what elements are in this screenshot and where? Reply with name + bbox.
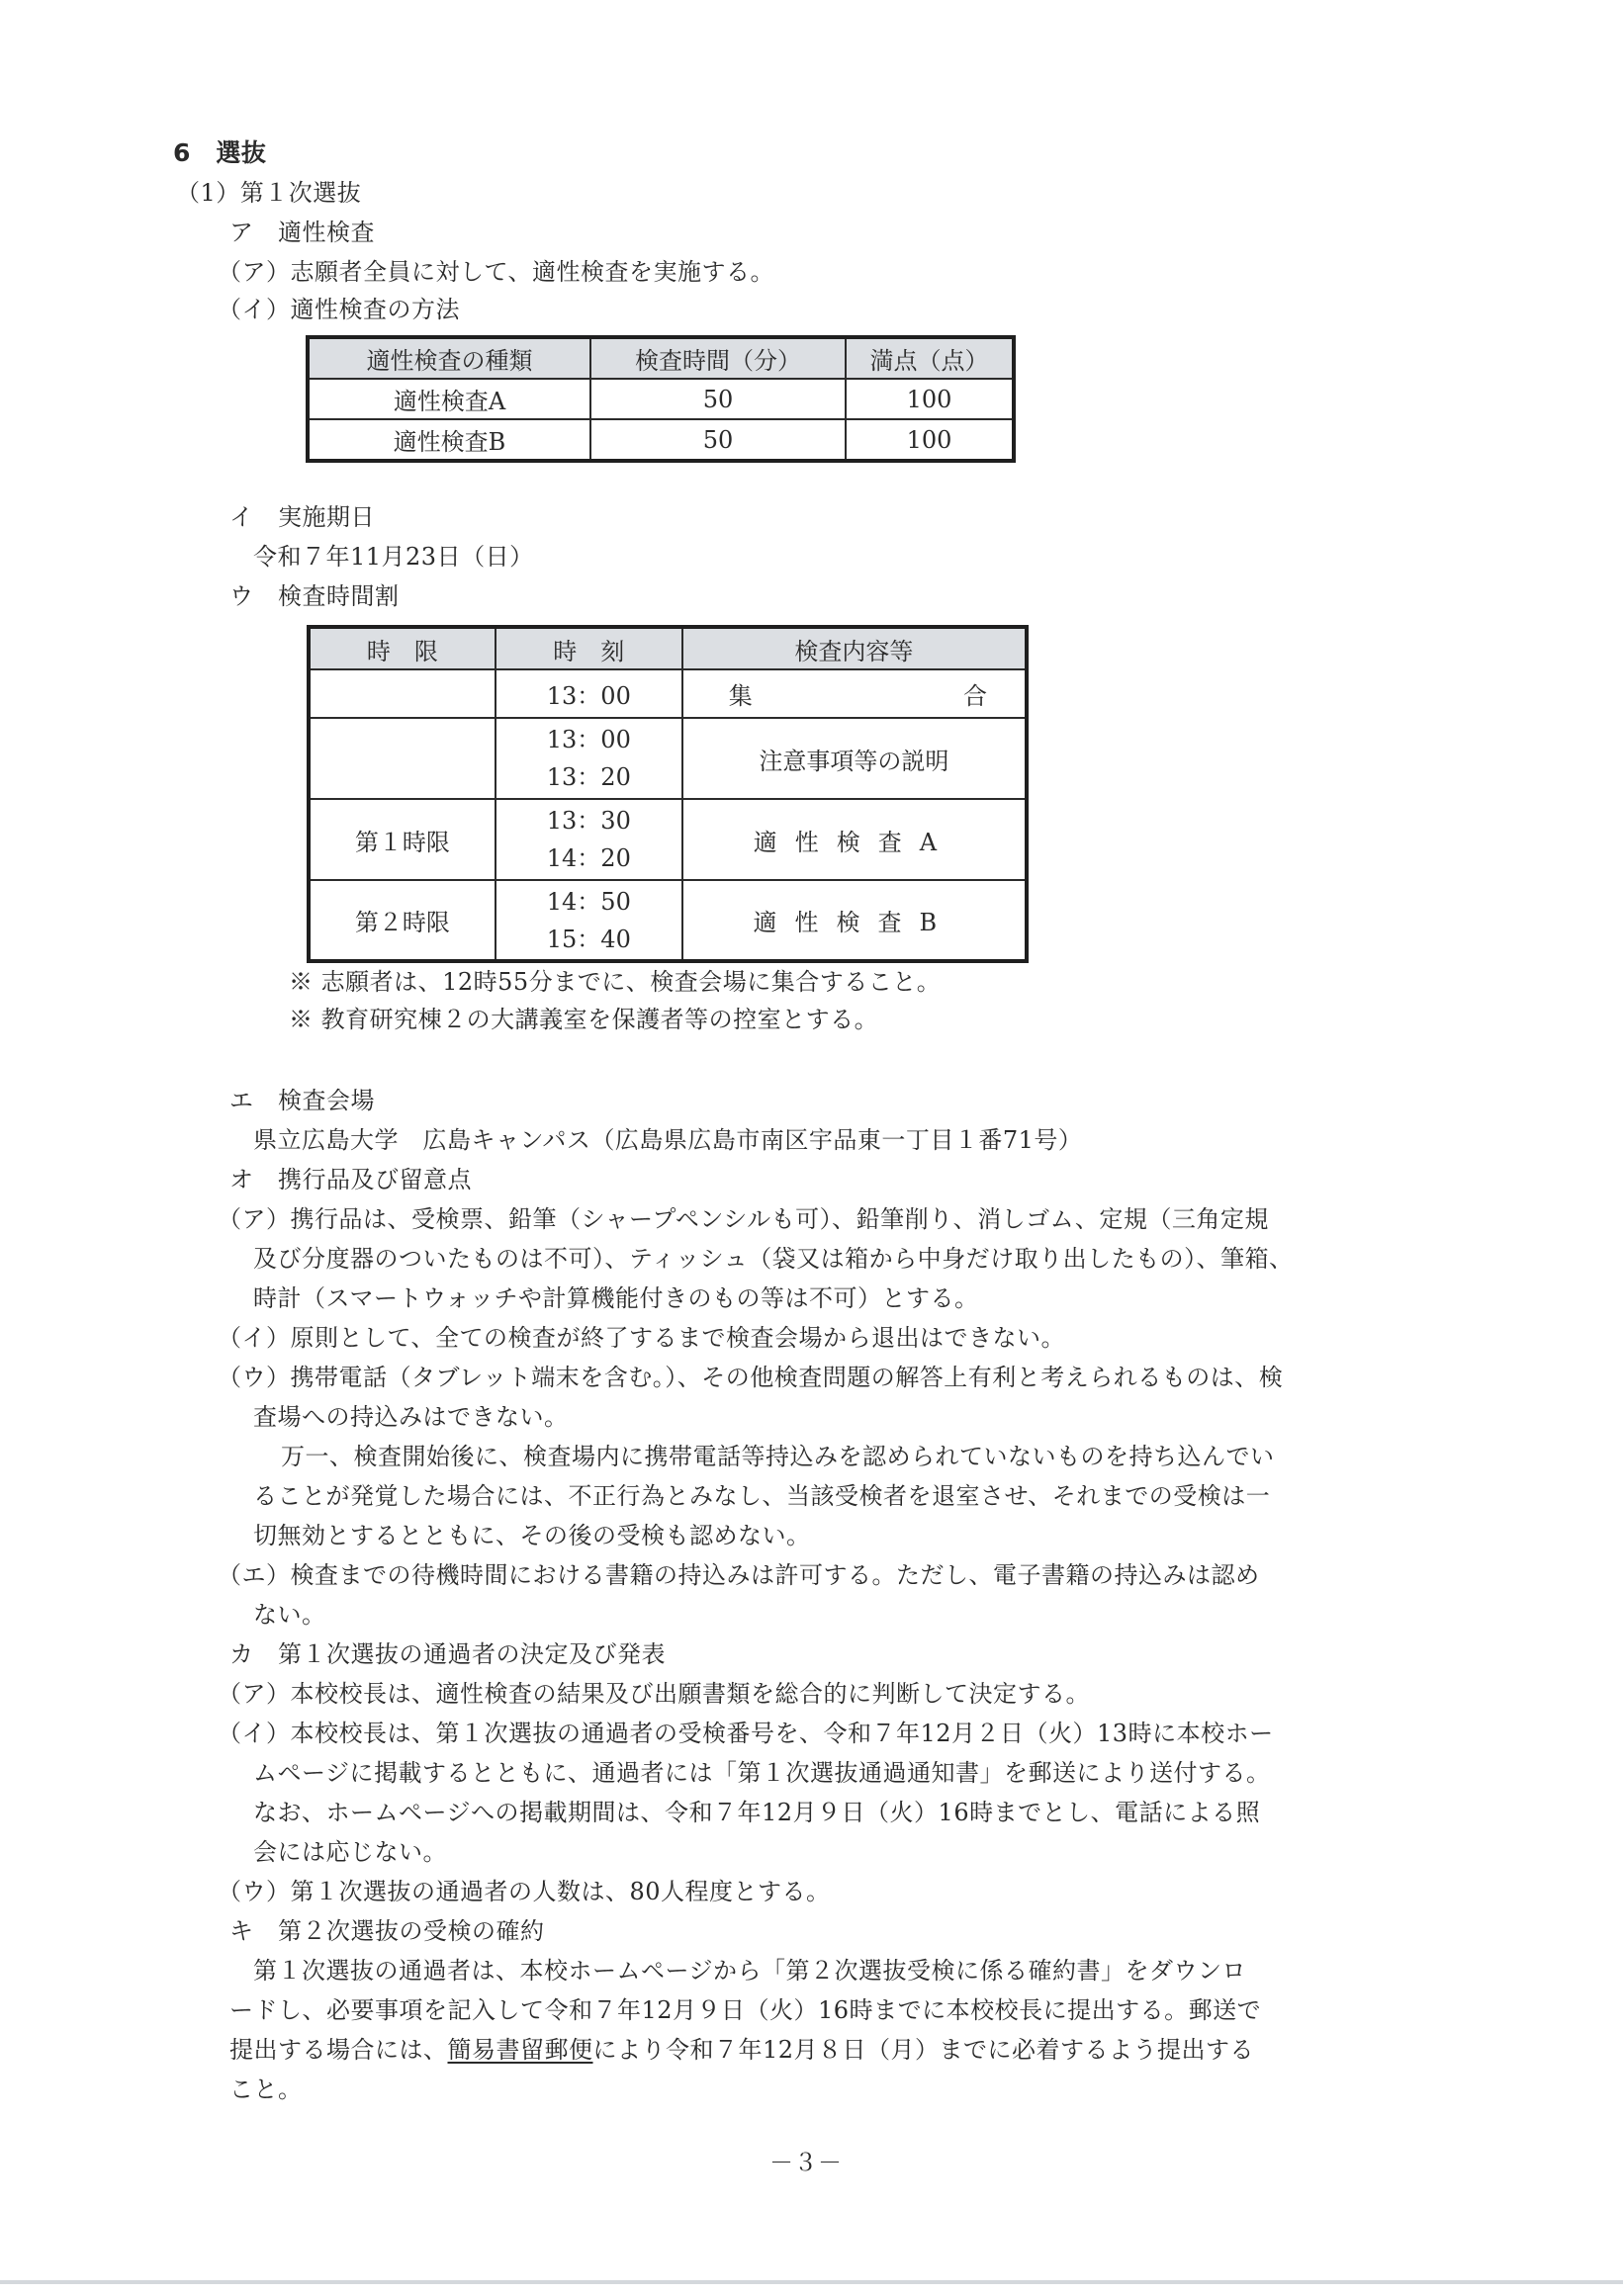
item-ka-heading xyxy=(229,1639,666,1669)
start-time: 13：30 xyxy=(546,807,631,835)
paragraph-line xyxy=(229,2035,1254,2065)
header-cell: 時 刻 xyxy=(496,627,682,669)
content-cell: 注意事項等の説明 xyxy=(682,718,1027,799)
text-span: により令和７年12月８日（月）までに必着するよう提出する xyxy=(592,2036,1255,2064)
item-title: 検査会場 xyxy=(278,1087,375,1114)
item-marker: オ xyxy=(229,1166,254,1193)
table-row xyxy=(309,718,1027,799)
table-cell: 50 xyxy=(590,419,846,461)
sub-text: 適性検査の方法 xyxy=(290,296,460,323)
note: ※ 志願者は、12時55分までに、検査会場に集合すること。 xyxy=(289,968,942,996)
time-cell: 13：00 xyxy=(496,669,682,718)
subsection-title: 第１次選抜 xyxy=(239,179,362,207)
sub-marker: （イ） xyxy=(218,296,291,323)
period-cell xyxy=(309,669,496,718)
content-text: 合 xyxy=(963,682,987,710)
table-cell: 適性検査B xyxy=(308,419,590,461)
page-number: －３－ xyxy=(769,2149,843,2176)
exam-date: 令和７年11月23日（日） xyxy=(253,543,534,571)
content-text: 集 xyxy=(728,682,753,710)
item-marker: エ xyxy=(229,1087,254,1114)
sub-text: 志願者全員に対して、適性検査を実施する。 xyxy=(290,258,775,286)
subsection-heading xyxy=(176,178,361,208)
section-title: 選抜 xyxy=(216,138,267,167)
paragraph-line: ない。 xyxy=(253,1601,326,1629)
paragraph-line: （ウ）携帯電話（タブレット端末を含む。）、その他検査問題の解答上有利と考えられるものは、検 xyxy=(218,1364,1284,1391)
period-cell: 第２時限 xyxy=(309,880,496,961)
item-a-sub-1 xyxy=(218,257,774,287)
paragraph-line: （ア）携行品は、受検票、鉛筆（シャープペンシルも可）、鉛筆削り、消しゴム、定規（三角定規 xyxy=(218,1205,1269,1233)
content-cell: 適性検査A xyxy=(682,799,1027,880)
table-cell: 適性検査A xyxy=(308,379,590,419)
aptitude-test-table xyxy=(306,335,1016,463)
header-cell: 適性検査の種類 xyxy=(308,337,590,379)
item-o-heading xyxy=(229,1165,472,1194)
item-marker: ア xyxy=(229,219,254,246)
timetable xyxy=(307,625,1029,963)
item-title: 携行品及び留意点 xyxy=(278,1166,472,1193)
paragraph-line: 及び分度器のついたものは不可）、ティッシュ（袋又は箱から中身だけ取り出したもの）、筆箱、 xyxy=(253,1245,1294,1273)
table-row xyxy=(309,799,1027,880)
item-u-heading xyxy=(229,581,400,611)
end-time: 15：40 xyxy=(546,925,631,953)
end-time: 13：20 xyxy=(546,763,631,791)
paragraph-line: 第１次選抜の通過者は、本校ホームページから「第２次選抜受検に係る確約書」をダウンロ xyxy=(253,1957,1247,1985)
paragraph-line: 万一、検査開始後に、検査場内に携帯電話等持込みを認められていないものを持ち込んでい xyxy=(281,1443,1275,1470)
item-title: 適性検査 xyxy=(278,219,375,246)
paragraph-line: ることが発覚した場合には、不正行為とみなし、当該受検者を退室させ、それまでの受検は一 xyxy=(253,1482,1271,1510)
item-title: 検査時間割 xyxy=(278,582,400,610)
header-cell: 時 限 xyxy=(309,627,496,669)
paragraph-line: （ア）本校校長は、適性検査の結果及び出願書類を総合的に判断して決定する。 xyxy=(218,1680,1090,1708)
item-e-heading xyxy=(229,1086,375,1115)
table-header-row xyxy=(309,627,1027,669)
item-title: 第２次選抜の受検の確約 xyxy=(278,1917,545,1945)
paragraph-line: （イ）原則として、全ての検査が終了するまで検査会場から退出はできない。 xyxy=(218,1324,1066,1352)
table-row xyxy=(309,669,1027,718)
paragraph-line: （エ）検査までの待機時間における書籍の持込みは許可する。ただし、電子書籍の持込みは認め xyxy=(218,1561,1260,1589)
paragraph-line: ムページに掲載するとともに、通過者には「第１次選抜通過通知書」を郵送により送付する。 xyxy=(253,1759,1271,1787)
item-title: 第１次選抜の通過者の決定及び発表 xyxy=(278,1640,666,1668)
paragraph-line: 会には応じない。 xyxy=(253,1838,447,1866)
paragraph-line: なお、ホームページへの掲載期間は、令和７年12月９日（火）16時までとし、電話による照 xyxy=(253,1799,1261,1826)
time-cell xyxy=(496,718,682,799)
content-cell xyxy=(682,669,1027,718)
venue-address: 県立広島大学 広島キャンパス（広島県広島市南区宇品東一丁目１番71号） xyxy=(253,1126,1083,1154)
paragraph-line: 時計（スマートウォッチや計算機能付きのもの等は不可）とする。 xyxy=(253,1284,979,1312)
paragraph-line: （イ）本校校長は、第１次選抜の通過者の受検番号を、令和７年12月２日（火）13時に本校ホー xyxy=(218,1720,1274,1747)
table-cell: 100 xyxy=(846,419,1014,461)
item-marker: キ xyxy=(229,1917,254,1945)
header-cell: 満点（点） xyxy=(846,337,1014,379)
item-marker: ウ xyxy=(229,582,254,610)
item-ki-heading xyxy=(229,1916,545,1946)
table-header-row xyxy=(308,337,1014,379)
table-row xyxy=(308,419,1014,461)
table-cell: 50 xyxy=(590,379,846,419)
section-number: 6 xyxy=(173,138,191,167)
paragraph-line: こと。 xyxy=(229,2075,303,2103)
underlined-term: 簡易書留郵便 xyxy=(447,2036,593,2064)
item-a-heading xyxy=(229,218,375,247)
end-time: 14：20 xyxy=(546,844,631,872)
paragraph-line: 査場への持込みはできない。 xyxy=(253,1403,569,1431)
time-cell xyxy=(496,880,682,961)
table-row xyxy=(308,379,1014,419)
time-cell xyxy=(496,799,682,880)
sub-marker: （ア） xyxy=(218,258,291,286)
header-cell: 検査内容等 xyxy=(682,627,1027,669)
note: ※ 教育研究棟２の大講義室を保護者等の控室とする。 xyxy=(289,1006,879,1033)
paragraph-line: 切無効とするとともに、その後の受検も認めない。 xyxy=(253,1522,811,1549)
start-time: 14：50 xyxy=(546,887,631,916)
table-row xyxy=(309,880,1027,961)
table-cell: 100 xyxy=(846,379,1014,419)
item-i-heading xyxy=(229,502,375,532)
item-a-sub-2 xyxy=(218,295,460,324)
section-heading xyxy=(173,138,266,168)
subsection-label: （1） xyxy=(176,179,240,207)
start-time: 13：00 xyxy=(546,726,631,753)
period-cell xyxy=(309,718,496,799)
item-marker: イ xyxy=(229,503,254,531)
paragraph-line: （ウ）第１次選抜の通過者の人数は、80人程度とする。 xyxy=(218,1878,831,1905)
text-span: 提出する場合には、 xyxy=(229,2036,448,2064)
page-edge-rule xyxy=(0,2280,1623,2284)
item-marker: カ xyxy=(229,1640,254,1668)
item-title: 実施期日 xyxy=(278,503,375,531)
header-cell: 検査時間（分） xyxy=(590,337,846,379)
paragraph-line: ードし、必要事項を記入して令和７年12月９日（火）16時までに本校校長に提出する。郵送で xyxy=(229,1996,1262,2024)
content-cell: 適性検査B xyxy=(682,880,1027,961)
period-cell: 第１時限 xyxy=(309,799,496,880)
